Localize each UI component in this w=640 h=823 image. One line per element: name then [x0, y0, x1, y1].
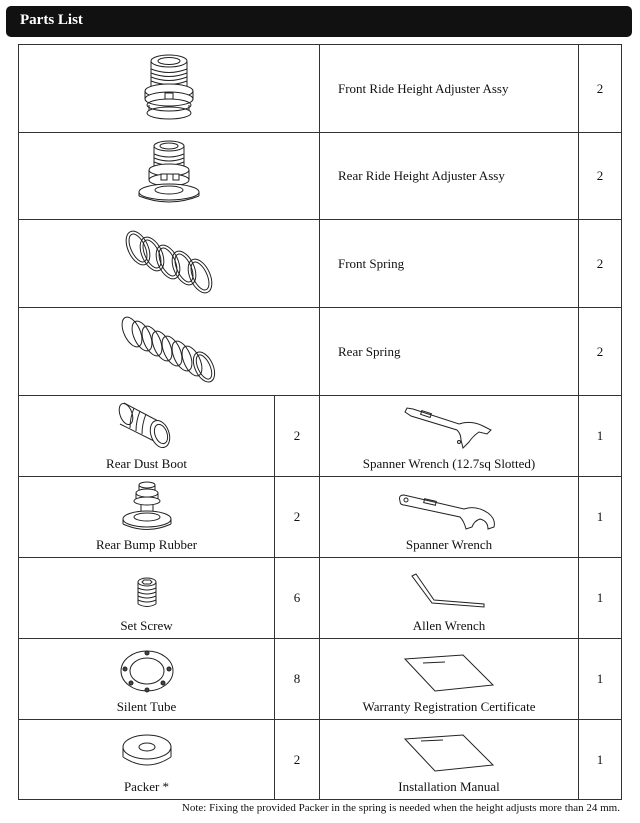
part-qty: 8 — [275, 639, 320, 720]
part-qty: 2 — [275, 396, 320, 477]
part-qty: 1 — [579, 720, 622, 800]
table-row — [19, 477, 622, 558]
part-image-cell — [320, 639, 579, 720]
part-qty: 2 — [579, 133, 622, 220]
part-name: Set Screw — [120, 618, 173, 633]
silent-tube-icon — [117, 645, 177, 695]
part-name: Rear Dust Boot — [106, 456, 187, 471]
part-image-cell — [19, 720, 275, 800]
front-spring-icon — [114, 222, 224, 302]
part-name: Warranty Registration Certificate — [362, 699, 536, 714]
part-name: Installation Manual — [398, 779, 500, 794]
slotted-spanner-icon — [399, 404, 499, 452]
part-image-cell — [19, 308, 320, 396]
manual-icon — [399, 731, 499, 775]
certificate-icon — [399, 651, 499, 695]
part-name: Silent Tube — [116, 699, 177, 714]
part-qty: 1 — [579, 639, 622, 720]
part-name: Front Ride Height Adjuster Assy — [320, 45, 579, 133]
table-row — [19, 558, 622, 639]
part-image-cell — [19, 220, 320, 308]
table-row — [19, 720, 622, 800]
table-row — [19, 308, 622, 396]
table-row — [19, 639, 622, 720]
table-row — [19, 396, 622, 477]
bump-rubber-icon — [117, 479, 177, 533]
part-qty: 2 — [579, 45, 622, 133]
part-qty: 1 — [579, 558, 622, 639]
part-name: Front Spring — [320, 220, 579, 308]
table-row — [19, 220, 622, 308]
part-image-cell — [320, 396, 579, 477]
part-qty: 1 — [579, 477, 622, 558]
part-image-cell — [320, 558, 579, 639]
part-qty: 6 — [275, 558, 320, 639]
part-qty: 2 — [275, 720, 320, 800]
part-image-cell — [19, 558, 275, 639]
part-name: Allen Wrench — [412, 618, 486, 633]
part-name: Rear Ride Height Adjuster Assy — [320, 133, 579, 220]
part-image-cell — [320, 720, 579, 800]
front-adjuster-icon — [129, 47, 209, 127]
dust-boot-icon — [112, 400, 182, 452]
part-name: Spanner Wrench — [405, 537, 493, 552]
rear-spring-icon — [112, 310, 227, 390]
part-image-cell — [19, 477, 275, 558]
packer-icon — [117, 729, 177, 775]
footnote: Note: Fixing the provided Packer in the spring is needed when the height adjusts more than 24 mm. — [181, 802, 620, 814]
part-image-cell — [320, 477, 579, 558]
parts-list-title: Parts List — [20, 12, 83, 28]
part-qty: 2 — [579, 220, 622, 308]
part-qty: 1 — [579, 396, 622, 477]
parts-table — [18, 44, 622, 800]
part-image-cell — [19, 639, 275, 720]
table-row — [19, 45, 622, 133]
parts-list-header — [6, 6, 632, 37]
rear-adjuster-icon — [129, 134, 209, 214]
table-row — [19, 133, 622, 220]
part-name: Rear Spring — [320, 308, 579, 396]
part-name: Packer * — [123, 779, 170, 794]
part-name: Rear Bump Rubber — [95, 537, 198, 552]
spanner-wrench-icon — [394, 487, 504, 533]
set-screw-icon — [132, 574, 162, 614]
part-image-cell — [19, 396, 275, 477]
part-image-cell — [19, 133, 320, 220]
allen-wrench-icon — [404, 570, 494, 614]
part-name: Spanner Wrench (12.7sq Slotted) — [362, 456, 536, 471]
part-qty: 2 — [275, 477, 320, 558]
part-qty: 2 — [579, 308, 622, 396]
part-image-cell — [19, 45, 320, 133]
